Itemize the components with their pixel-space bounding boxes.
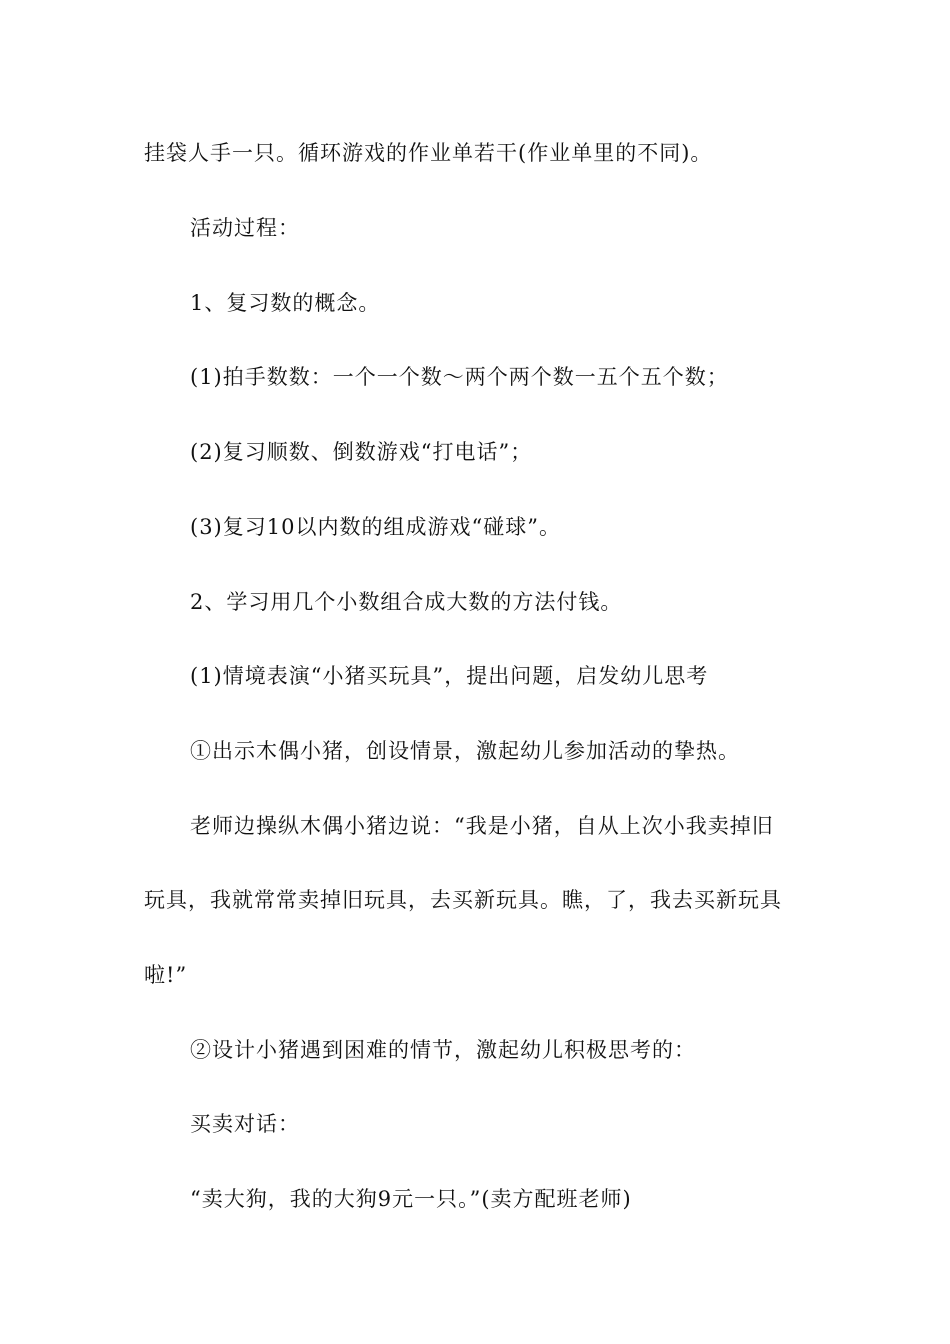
text-line-step-1-3: (3)复习10以内数的组成游戏“碰球”。 <box>190 515 561 539</box>
text-line-materials: 挂袋人手一只。循环游戏的作业单若干(作业单里的不同)。 <box>144 141 713 165</box>
text-line-step-1-2: (2)复习顺数、倒数游戏“打电话”； <box>190 440 533 464</box>
text-line-step-1-1: (1)拍手数数：一个一个数～两个两个数一五个五个数； <box>190 365 729 389</box>
text-line-step-1: 1、复习数的概念。 <box>190 291 381 315</box>
text-line-teacher-says-end: 啦!” <box>144 963 188 987</box>
text-line-step-2-1: (1)情境表演“小猪买玩具”，提出问题，启发幼儿思考 <box>190 664 709 688</box>
text-line-item-1: ①出示木偶小猪，创设情景，激起幼儿参加活动的挚热。 <box>190 739 740 763</box>
text-line-dialogue-1: “卖大狗，我的大狗9元一只。”(卖方配班老师) <box>190 1187 632 1211</box>
text-line-dialogue-heading: 买卖对话： <box>190 1112 300 1136</box>
text-line-teacher-says-cont: 玩具，我就常常卖掉旧玩具，去买新玩具。瞧，了，我去买新玩具 <box>144 888 782 912</box>
text-line-teacher-says: 老师边操纵木偶小猪边说：“我是小猪，自从上次小我卖掉旧 <box>190 814 774 838</box>
text-line-activity-process: 活动过程： <box>190 216 300 240</box>
text-line-step-2: 2、学习用几个小数组合成大数的方法付钱。 <box>190 590 623 614</box>
text-line-item-2: ②设计小猪遇到困难的情节，激起幼儿积极思考的： <box>190 1038 696 1062</box>
